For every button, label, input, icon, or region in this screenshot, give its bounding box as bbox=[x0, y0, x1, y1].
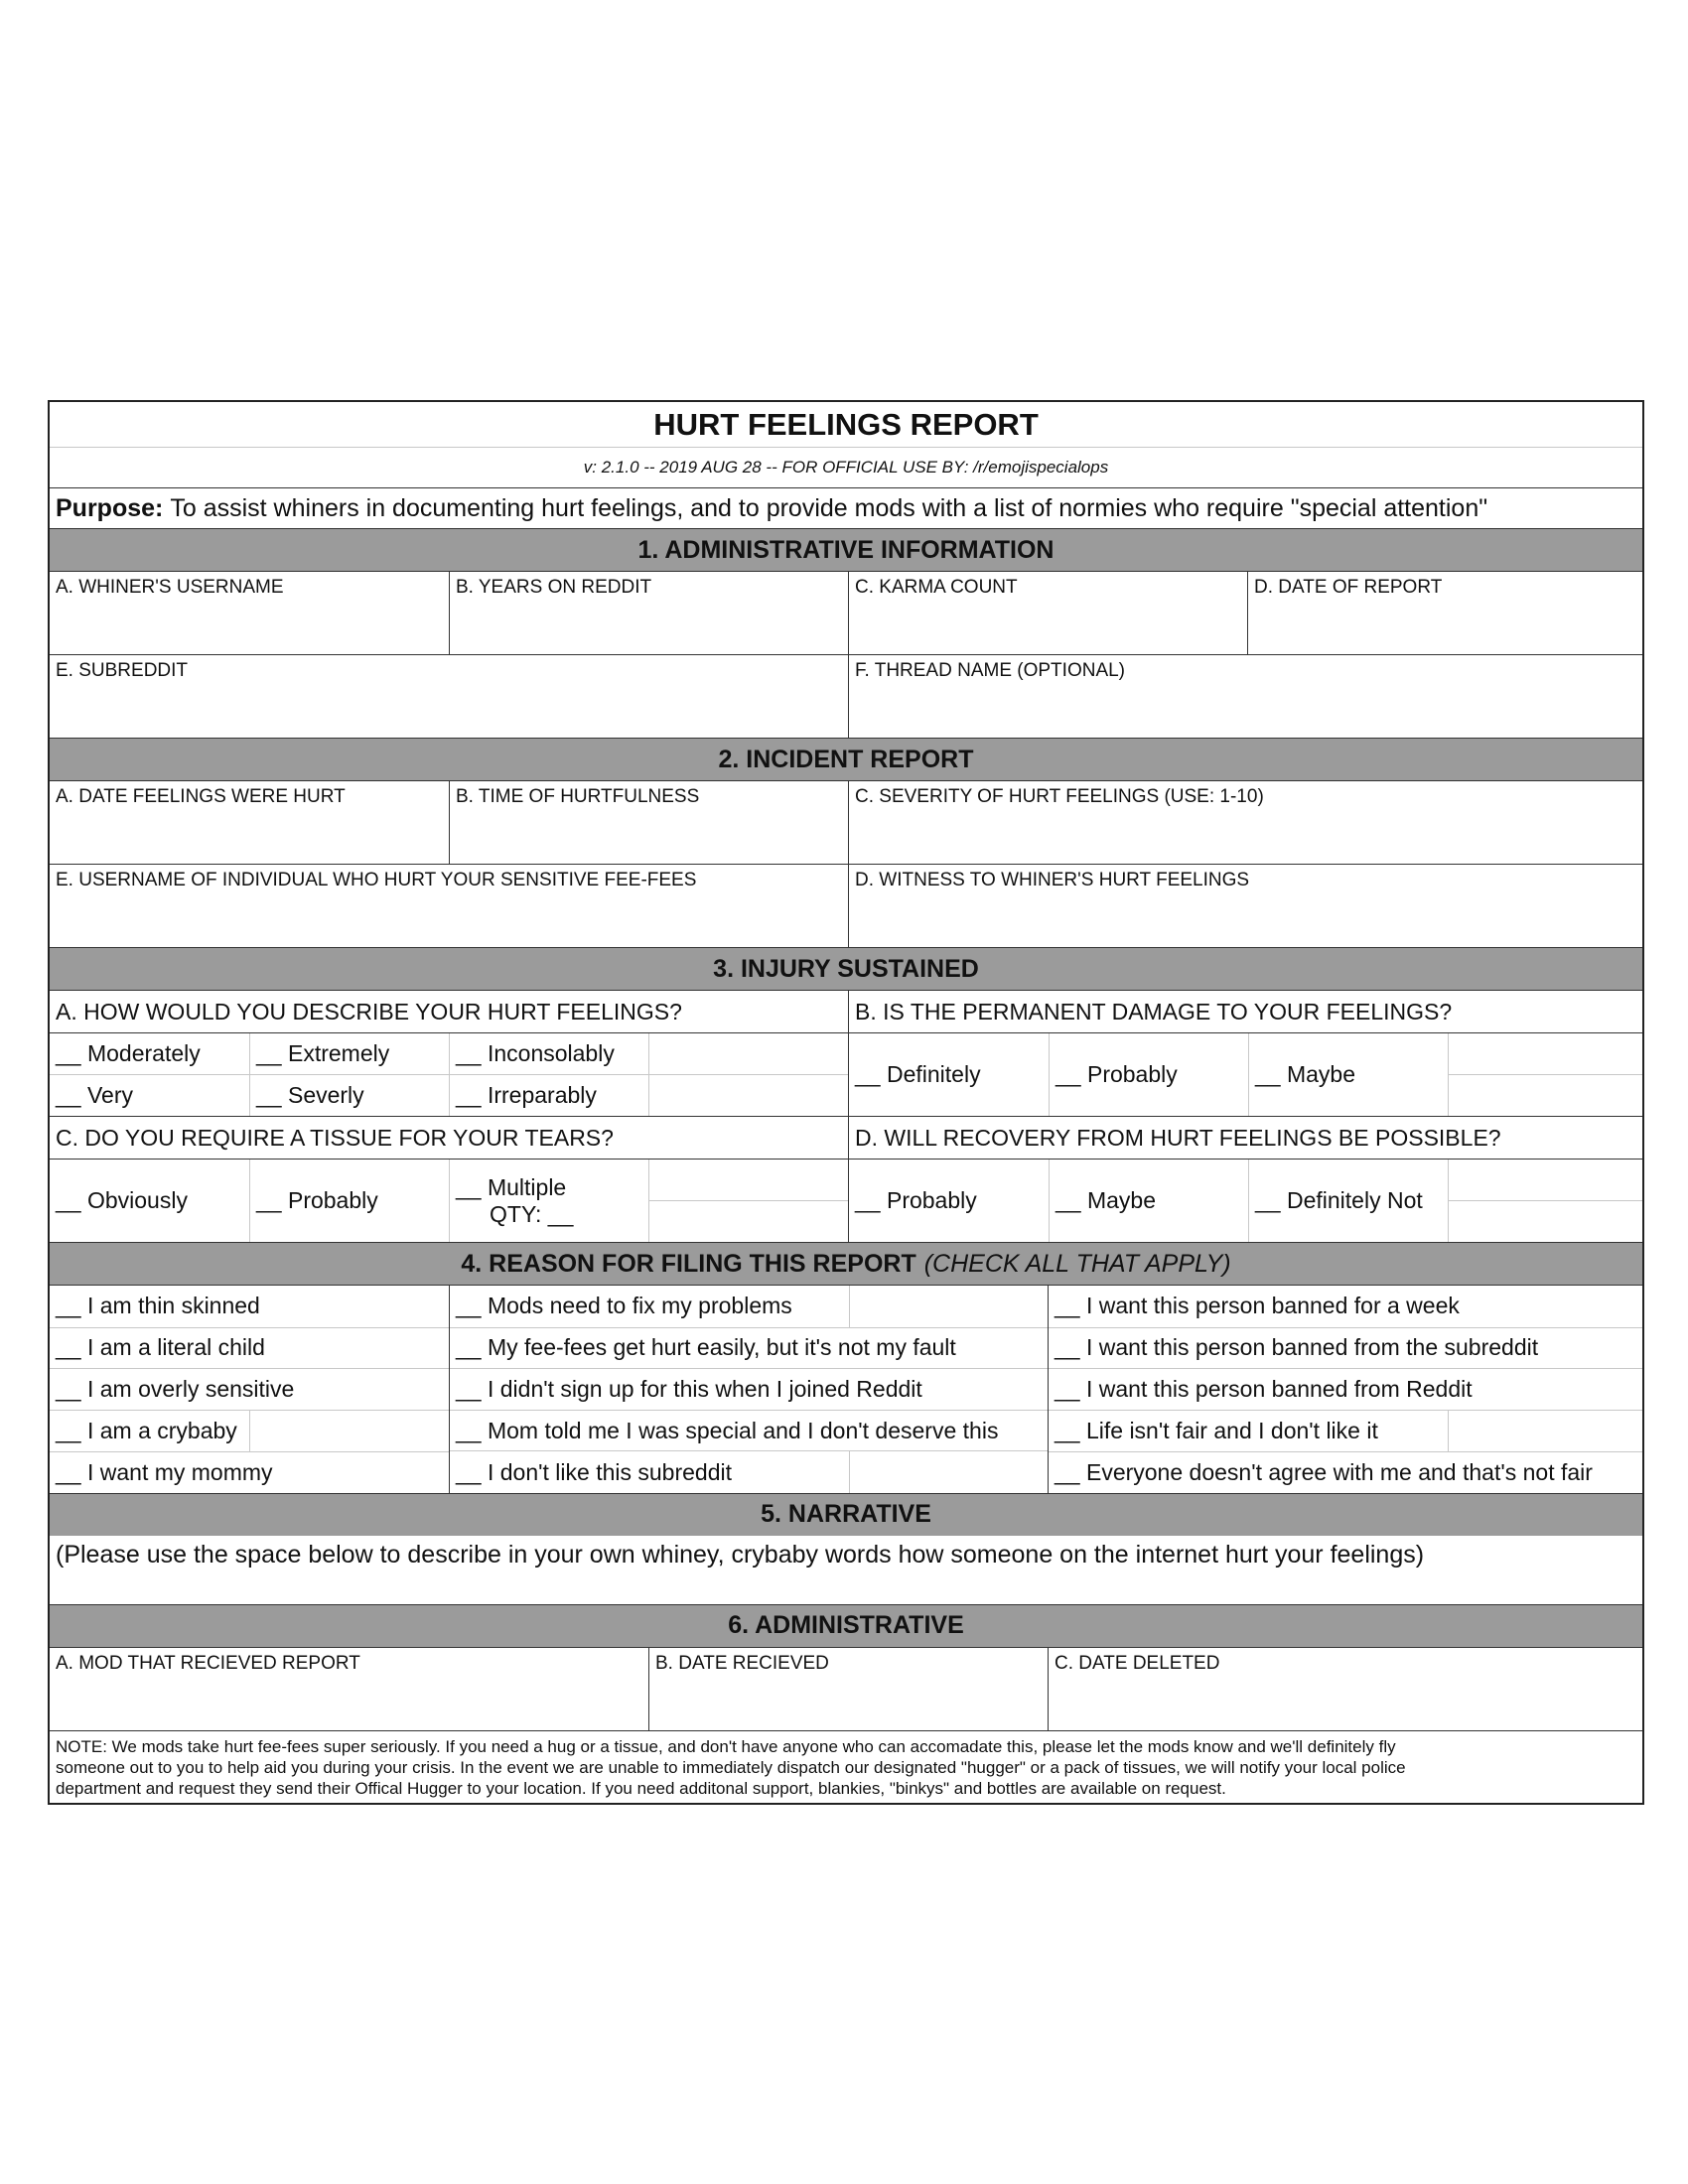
option-probably[interactable]: __ Probably bbox=[1049, 1033, 1248, 1116]
field-date-feelings-hurt[interactable] bbox=[50, 781, 449, 864]
note-text bbox=[50, 1731, 1642, 1803]
reason-mom-told-me[interactable]: __ Mom told me I was special and I don't deserve this bbox=[450, 1410, 1048, 1451]
field-whiner-username[interactable] bbox=[50, 572, 449, 654]
section-2-row-2 bbox=[50, 864, 1642, 947]
option-maybe[interactable]: __ Maybe bbox=[1049, 1160, 1248, 1242]
section-3-questions-cd bbox=[50, 1116, 1642, 1159]
section-4-header-row bbox=[50, 1242, 1642, 1285]
field-label: C. DATE DELETED bbox=[1055, 1652, 1220, 1674]
section-1-row-2 bbox=[50, 654, 1642, 738]
reason-mods-row bbox=[450, 1286, 1048, 1327]
section-4-title-text: 4. REASON FOR FILING THIS REPORT bbox=[461, 1249, 916, 1278]
field-label: B. TIME OF HURTFULNESS bbox=[456, 786, 700, 807]
option-severly[interactable]: __ Severly bbox=[249, 1075, 449, 1116]
option-inconsolably[interactable]: __ Inconsolably bbox=[449, 1033, 648, 1074]
options-d-group bbox=[848, 1160, 1642, 1242]
form-title: HURT FEELINGS REPORT bbox=[653, 406, 1039, 442]
section-6-header-row bbox=[50, 1604, 1642, 1647]
field-severity[interactable] bbox=[848, 781, 1642, 864]
option-maybe[interactable]: __ Maybe bbox=[1248, 1033, 1448, 1116]
reason-want-mommy[interactable]: __ I want my mommy bbox=[50, 1451, 449, 1493]
reason-ban-subreddit[interactable]: __ I want this person banned from the subreddit bbox=[1049, 1327, 1642, 1369]
field-label: F. THREAD NAME (OPTIONAL) bbox=[855, 660, 1126, 681]
empty-cell bbox=[249, 1411, 449, 1452]
section-5-title: 5. NARRATIVE bbox=[50, 1494, 1642, 1536]
options-c-group bbox=[50, 1160, 848, 1242]
reason-overly-sensitive[interactable]: __ I am overly sensitive bbox=[50, 1368, 449, 1410]
qty-text: QTY: __ bbox=[490, 1200, 574, 1227]
field-mod-received[interactable] bbox=[50, 1648, 648, 1730]
option-probably[interactable]: __ Probably bbox=[249, 1160, 449, 1242]
field-label: E. SUBREDDIT bbox=[56, 660, 189, 681]
question-c-tissue: C. DO YOU REQUIRE A TISSUE FOR YOUR TEARS? bbox=[56, 1124, 614, 1151]
option-definitely[interactable]: __ Definitely bbox=[855, 1061, 981, 1087]
reason-fee-fees-hurt[interactable]: __ My fee-fees get hurt easily, but it's not my fault bbox=[450, 1327, 1048, 1369]
field-label: D. WITNESS TO WHINER'S HURT FEELINGS bbox=[855, 870, 1250, 890]
reason-life-row bbox=[1049, 1410, 1642, 1452]
note-row bbox=[50, 1730, 1642, 1803]
field-time-of-hurtfulness[interactable] bbox=[449, 781, 848, 864]
section-3-options-cd bbox=[50, 1159, 1642, 1242]
empty-cell bbox=[648, 1160, 848, 1242]
field-label: D. DATE OF REPORT bbox=[1254, 577, 1443, 598]
field-thread-name[interactable] bbox=[848, 655, 1642, 738]
reasons-column-2 bbox=[449, 1286, 1048, 1493]
field-date-of-report[interactable] bbox=[1247, 572, 1642, 654]
note-line: department and request they send their Offical Hugger to your location. If you need additonal support, blankies, "binkys" and bottles are available on request. bbox=[56, 1778, 1226, 1798]
reason-everyone-disagrees[interactable]: __ Everyone doesn't agree with me and that's not fair bbox=[1049, 1451, 1642, 1493]
reason-literal-child[interactable]: __ I am a literal child bbox=[50, 1327, 449, 1369]
section-4-title bbox=[50, 1243, 1642, 1285]
field-label: C. SEVERITY OF HURT FEELINGS (USE: 1-10) bbox=[855, 786, 1264, 807]
question-b-permanent-damage: B. IS THE PERMANENT DAMAGE TO YOUR FEELINGS? bbox=[848, 991, 1642, 1032]
empty-half bbox=[1449, 1200, 1642, 1242]
field-witness[interactable] bbox=[848, 865, 1642, 947]
reason-life-not-fair[interactable]: __ Life isn't fair and I don't like it bbox=[1055, 1418, 1378, 1444]
section-4-reasons bbox=[50, 1285, 1642, 1493]
note-line: NOTE: We mods take hurt fee-fees super seriously. If you need a hug or a tissue, and don't have anyone who can accomadate this, please let the mods know and we'll definitely fly bbox=[56, 1736, 1396, 1756]
section-3-options-ab bbox=[50, 1032, 1642, 1116]
empty-cell bbox=[849, 1286, 1048, 1327]
section-6-title: 6. ADMINISTRATIVE bbox=[50, 1605, 1642, 1647]
option-extremely[interactable]: __ Extremely bbox=[249, 1033, 449, 1074]
empty-half bbox=[649, 1200, 848, 1242]
field-label: C. KARMA COUNT bbox=[855, 577, 1018, 598]
empty-cell bbox=[1448, 1411, 1642, 1452]
section-3-questions-ab bbox=[50, 990, 1642, 1032]
question-d-recovery: D. WILL RECOVERY FROM HURT FEELINGS BE POSSIBLE? bbox=[848, 1117, 1642, 1159]
empty-cell bbox=[1448, 1160, 1642, 1242]
empty-half bbox=[1449, 1033, 1642, 1074]
reason-crybaby-row bbox=[50, 1410, 449, 1452]
section-2-title: 2. INCIDENT REPORT bbox=[50, 739, 1642, 780]
reason-dont-like-subreddit[interactable]: __ I don't like this subreddit bbox=[456, 1458, 732, 1485]
field-label: B. DATE RECIEVED bbox=[655, 1652, 829, 1674]
empty-cell bbox=[849, 1451, 1048, 1493]
field-karma-count[interactable] bbox=[848, 572, 1247, 654]
empty-cell bbox=[1448, 1033, 1642, 1116]
reason-subreddit-row bbox=[450, 1450, 1048, 1493]
field-label: E. USERNAME OF INDIVIDUAL WHO HURT YOUR SENSITIVE FEE-FEES bbox=[56, 870, 697, 890]
section-3-header-row bbox=[50, 947, 1642, 990]
reason-mods-fix-problems[interactable]: __ Mods need to fix my problems bbox=[456, 1293, 792, 1319]
section-1-title: 1. ADMINISTRATIVE INFORMATION bbox=[50, 529, 1642, 571]
option-moderately[interactable]: __ Moderately bbox=[56, 1040, 201, 1066]
field-subreddit[interactable] bbox=[50, 655, 848, 738]
option-multiple-label bbox=[456, 1174, 573, 1227]
purpose-row bbox=[50, 487, 1642, 528]
option-obviously[interactable]: __ Obviously bbox=[56, 1187, 188, 1213]
reason-ban-week[interactable]: __ I want this person banned for a week bbox=[1055, 1293, 1460, 1319]
section-1-header-row bbox=[50, 528, 1642, 571]
section-2-row-1 bbox=[50, 780, 1642, 864]
field-years-on-reddit[interactable] bbox=[449, 572, 848, 654]
field-label: A. WHINER'S USERNAME bbox=[56, 577, 284, 598]
empty-half bbox=[1449, 1074, 1642, 1116]
multiple-text: __ Multiple bbox=[456, 1174, 567, 1201]
purpose-text: To assist whiners in documenting hurt feelings, and to provide mods with a list of normies who require "special attention" bbox=[170, 493, 1488, 522]
narrative-field[interactable]: (Please use the space below to describe in your own whiney, crybaby words how someone on the internet hurt your feelings) bbox=[56, 1540, 1425, 1569]
hurt-feelings-report-form bbox=[48, 400, 1644, 1805]
reason-thin-skinned[interactable]: __ I am thin skinned bbox=[56, 1293, 260, 1319]
option-irreparably[interactable]: __ Irreparably bbox=[449, 1075, 648, 1116]
reason-didnt-sign-up[interactable]: __ I didn't sign up for this when I joined Reddit bbox=[450, 1368, 1048, 1410]
section-6-fields bbox=[50, 1647, 1642, 1730]
option-definitely-not[interactable]: __ Definitely Not bbox=[1248, 1160, 1448, 1242]
field-date-received[interactable] bbox=[648, 1648, 1048, 1730]
field-label: A. MOD THAT RECIEVED REPORT bbox=[56, 1652, 360, 1674]
field-label: B. YEARS ON REDDIT bbox=[456, 577, 652, 598]
empty-half bbox=[649, 1160, 848, 1200]
empty-cell bbox=[648, 1075, 848, 1116]
options-b-group bbox=[848, 1033, 1642, 1116]
section-5-header-row bbox=[50, 1493, 1642, 1536]
field-offender-username[interactable] bbox=[50, 865, 848, 947]
empty-half bbox=[1449, 1160, 1642, 1200]
option-probably[interactable]: __ Probably bbox=[855, 1187, 977, 1213]
version-row bbox=[50, 447, 1642, 487]
purpose-statement bbox=[50, 488, 1642, 528]
form-version: v: 2.1.0 -- 2019 AUG 28 -- FOR OFFICIAL USE BY: /r/emojispecialops bbox=[583, 458, 1109, 477]
question-a-describe-feelings: A. HOW WOULD YOU DESCRIBE YOUR HURT FEELINGS? bbox=[56, 998, 682, 1024]
options-a-row-2 bbox=[50, 1074, 848, 1116]
field-date-deleted[interactable] bbox=[1048, 1648, 1642, 1730]
option-very[interactable]: __ Very bbox=[56, 1082, 133, 1108]
options-a-row-1 bbox=[50, 1033, 848, 1074]
reason-crybaby[interactable]: __ I am a crybaby bbox=[56, 1418, 237, 1444]
reasons-column-3 bbox=[1048, 1286, 1642, 1493]
options-a-group bbox=[50, 1033, 848, 1116]
reasons-column-1 bbox=[50, 1286, 449, 1493]
section-1-row-1 bbox=[50, 571, 1642, 654]
section-2-header-row bbox=[50, 738, 1642, 780]
note-line: someone out to you to help aid you during your crisis. In the event we are unable to immediately dispatch our designated "hugger" or a pack of tissues, we will notify your local police bbox=[56, 1757, 1406, 1777]
section-3-title: 3. INJURY SUSTAINED bbox=[50, 948, 1642, 990]
section-5-narrative-row bbox=[50, 1536, 1642, 1604]
purpose-label: Purpose: bbox=[56, 493, 164, 522]
section-4-subtitle: (CHECK ALL THAT APPLY) bbox=[923, 1249, 1231, 1278]
title-row bbox=[50, 402, 1642, 447]
field-label: A. DATE FEELINGS WERE HURT bbox=[56, 786, 346, 807]
empty-cell bbox=[648, 1033, 848, 1074]
reason-ban-reddit[interactable]: __ I want this person banned from Reddit bbox=[1049, 1368, 1642, 1410]
option-multiple[interactable] bbox=[449, 1160, 648, 1242]
